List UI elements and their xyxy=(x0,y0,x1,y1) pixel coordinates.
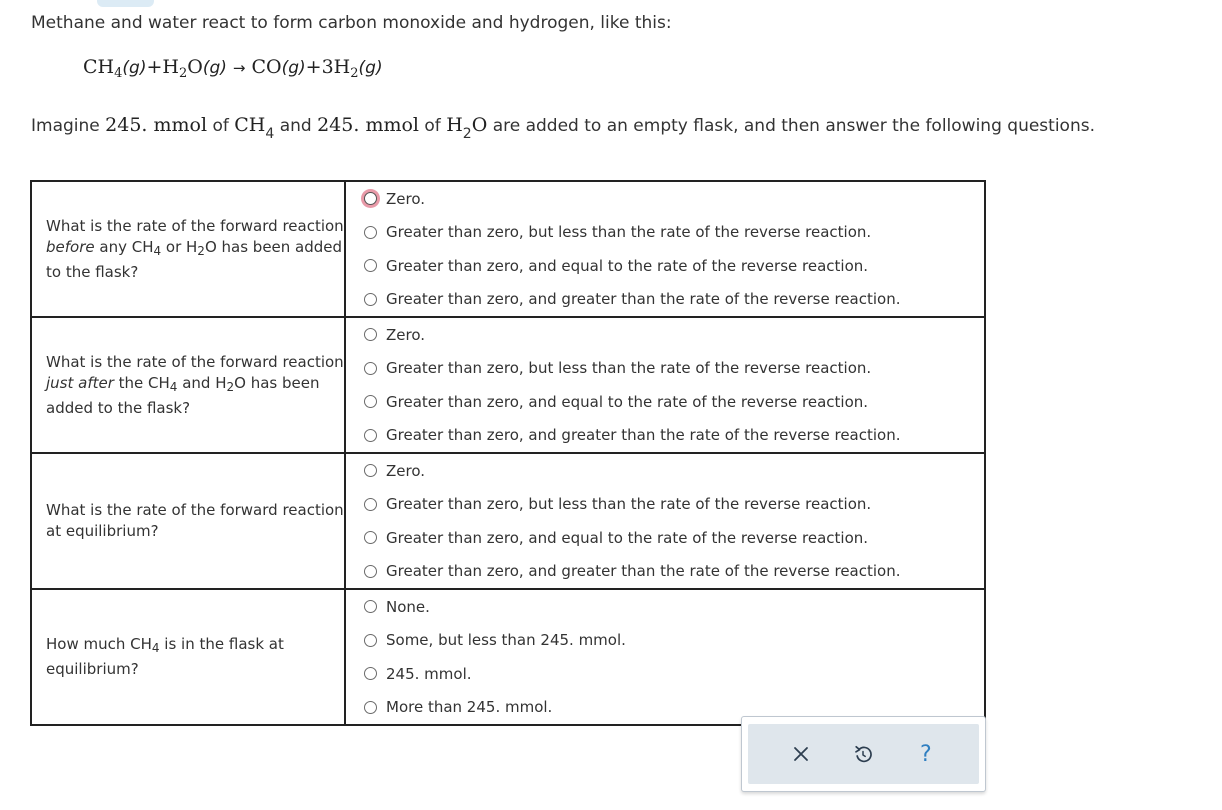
intro-text: Methane and water react to form carbon monoxide and hydrogen, like this: xyxy=(31,13,672,33)
answer-option[interactable]: Zero. xyxy=(346,454,984,488)
radio-button[interactable] xyxy=(364,226,377,239)
question-row xyxy=(31,589,985,725)
answer-option[interactable]: Greater than zero, and equal to the rate of the reverse reaction. xyxy=(346,521,984,555)
answer-option[interactable]: Zero. xyxy=(346,182,984,216)
undo-icon xyxy=(853,744,873,764)
answer-options xyxy=(345,453,985,589)
radio-button[interactable] xyxy=(364,192,377,205)
answer-option[interactable]: Greater than zero, and equal to the rate of the reverse reaction. xyxy=(346,385,984,419)
question-row xyxy=(31,453,985,589)
radio-button[interactable] xyxy=(364,259,377,272)
chemical-equation: $CH_4(g)+H_2O(g) \to CO(g)+3H_2(g)$ xyxy=(83,56,383,81)
question-text: How much $CH_4$ is in the flask at equilibrium? xyxy=(31,589,345,725)
answer-option[interactable]: Greater than zero, and greater than the rate of the reverse reaction. xyxy=(346,555,984,589)
radio-button[interactable] xyxy=(364,667,377,680)
question-text: What is the rate of the forward reaction before any $CH_4$ or $H_2O$ has been added to the flask? xyxy=(31,181,345,317)
top-tab xyxy=(97,0,154,7)
undo-button[interactable] xyxy=(848,739,878,769)
close-icon xyxy=(792,745,810,763)
radio-button[interactable] xyxy=(364,429,377,442)
answer-option[interactable]: Zero. xyxy=(346,318,984,352)
answer-option[interactable]: Greater than zero, and greater than the rate of the reverse reaction. xyxy=(346,419,984,453)
question-row xyxy=(31,181,985,317)
answer-option[interactable]: Greater than zero, but less than the rate of the reverse reaction. xyxy=(346,352,984,386)
help-icon: ? xyxy=(919,741,932,767)
action-toolbar-inner xyxy=(748,724,979,784)
radio-button[interactable] xyxy=(364,634,377,647)
answer-options xyxy=(345,181,985,317)
radio-button[interactable] xyxy=(364,328,377,341)
answer-option[interactable]: Greater than zero, but less than the rate of the reverse reaction. xyxy=(346,488,984,522)
question-row xyxy=(31,317,985,453)
answer-option[interactable]: Greater than zero, but less than the rate of the reverse reaction. xyxy=(346,216,984,250)
question-text: What is the rate of the forward reaction just after the $CH_4$ and $H_2O$ has been added to the flask? xyxy=(31,317,345,453)
answer-option[interactable]: Greater than zero, and greater than the rate of the reverse reaction. xyxy=(346,283,984,317)
answer-option[interactable]: Greater than zero, and equal to the rate of the reverse reaction. xyxy=(346,249,984,283)
help-button[interactable] xyxy=(911,739,941,769)
imagine-statement: Imagine 245. mmol of $CH_4$ and 245. mmol of $H_2O$ are added to an empty flask, and then answer the following questions. xyxy=(31,114,1095,142)
radio-button[interactable] xyxy=(364,362,377,375)
radio-button[interactable] xyxy=(364,498,377,511)
answer-options xyxy=(345,589,985,725)
answer-option[interactable]: None. xyxy=(346,590,984,624)
answer-option[interactable]: Some, but less than 245. mmol. xyxy=(346,624,984,658)
radio-button[interactable] xyxy=(364,701,377,714)
answer-options xyxy=(345,317,985,453)
radio-button[interactable] xyxy=(364,464,377,477)
reaction-arrow: → xyxy=(232,59,246,77)
question-text: What is the rate of the forward reaction at equilibrium? xyxy=(31,453,345,589)
action-toolbar xyxy=(741,716,986,792)
radio-button[interactable] xyxy=(364,395,377,408)
radio-button[interactable] xyxy=(364,600,377,613)
answer-option[interactable]: More than 245. mmol. xyxy=(346,691,984,725)
question-table xyxy=(30,180,986,726)
radio-button[interactable] xyxy=(364,565,377,578)
answer-option[interactable]: 245. mmol. xyxy=(346,657,984,691)
clear-button[interactable] xyxy=(786,739,816,769)
radio-button[interactable] xyxy=(364,531,377,544)
radio-button[interactable] xyxy=(364,293,377,306)
